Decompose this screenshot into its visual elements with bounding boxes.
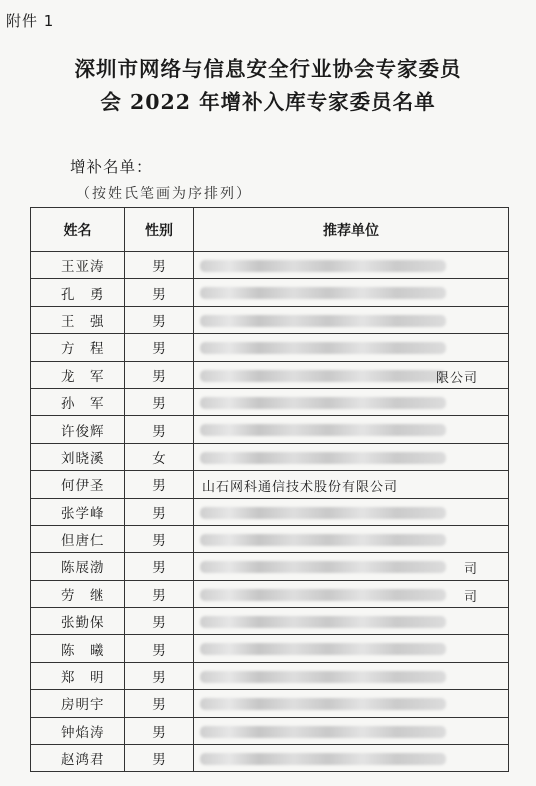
cell-gender: 男 [125,635,194,662]
table-row [31,361,509,388]
redacted-org-blur [200,370,446,382]
table-row [31,252,509,279]
table-row [31,717,509,744]
redacted-org-blur [200,671,446,683]
cell-org [194,525,509,552]
cell-name: 赵鸿君 [31,745,125,772]
cell-gender: 男 [125,306,194,333]
table-row [31,580,509,607]
cell-name: 张勤保 [31,608,125,635]
cell-gender: 男 [125,279,194,306]
cell-org [194,306,509,333]
header-org: 推荐单位 [194,208,509,252]
header-name: 姓名 [31,208,125,252]
cell-gender: 男 [125,498,194,525]
cell-name: 陈展渤 [31,553,125,580]
table-row [31,608,509,635]
cell-name: 孙 军 [31,388,125,415]
cell-gender: 男 [125,334,194,361]
cell-gender: 男 [125,745,194,772]
table-row [31,443,509,470]
cell-org [194,580,509,607]
cell-name: 郑 明 [31,662,125,689]
cell-gender: 男 [125,252,194,279]
org-name-visible-fragment: 司 [463,589,478,605]
cell-org [194,498,509,525]
list-label: 增补名单： [70,158,153,176]
table-row [31,498,509,525]
table-row [31,306,509,333]
table-row [31,690,509,717]
redacted-org-blur [200,260,446,272]
cell-org [194,252,509,279]
cell-org [194,717,509,744]
cell-org [194,334,509,361]
cell-org [194,416,509,443]
cell-gender: 男 [125,608,194,635]
cell-gender: 男 [125,580,194,607]
cell-gender: 男 [125,525,194,552]
redacted-org-blur [200,643,446,655]
cell-gender: 男 [125,662,194,689]
redacted-org-blur [200,534,446,546]
table-row [31,416,509,443]
redacted-org-blur [200,397,446,409]
cell-gender: 男 [125,388,194,415]
cell-org [194,443,509,470]
cell-name: 刘晓溪 [31,443,125,470]
cell-name: 陈 曦 [31,635,125,662]
cell-name: 龙 军 [31,361,125,388]
redacted-org-blur [200,561,446,573]
cell-org [194,662,509,689]
redacted-org-blur [200,315,446,327]
cell-org [194,635,509,662]
cell-name: 孔 勇 [31,279,125,306]
redacted-org-blur [200,698,446,710]
cell-org [194,553,509,580]
cell-gender: 男 [125,553,194,580]
cell-org [194,471,509,498]
redacted-org-blur [200,424,446,436]
document-title-line-1: 深圳市网络与信息安全行业协会专家委员 [74,57,462,81]
order-note: （按姓氏笔画为序排列） [76,186,252,202]
cell-name: 房明宇 [31,690,125,717]
org-name-visible-fragment: 限公司 [435,370,478,386]
cell-gender: 男 [125,416,194,443]
table-row [31,334,509,361]
table-row [31,635,509,662]
org-name: 山石网科通信技术股份有限公司 [202,480,399,496]
cell-org [194,279,509,306]
cell-name: 方 程 [31,334,125,361]
cell-name: 劳 继 [31,580,125,607]
redacted-org-blur [200,616,446,628]
cell-name: 钟焰涛 [31,717,125,744]
cell-gender: 男 [125,717,194,744]
redacted-org-blur [200,726,446,738]
table-row [31,471,509,498]
cell-org [194,745,509,772]
redacted-org-blur [200,342,446,354]
org-name-visible-fragment: 司 [463,562,478,578]
attachment-label: 附件 1 [6,12,55,30]
cell-org [194,388,509,415]
cell-gender: 女 [125,443,194,470]
table-row [31,662,509,689]
redacted-org-blur [200,589,446,601]
cell-org [194,690,509,717]
header-gender: 性别 [125,208,194,252]
cell-name: 但唐仁 [31,525,125,552]
cell-org [194,608,509,635]
cell-name: 王亚涛 [31,252,125,279]
table-header-row [31,208,509,252]
table-row [31,279,509,306]
cell-name: 王 强 [31,306,125,333]
table-row [31,553,509,580]
redacted-org-blur [200,753,446,765]
document-title-line-2: 会 2022 年增补入库专家委员名单 [100,90,436,114]
redacted-org-blur [200,507,446,519]
cell-org [194,361,509,388]
table-row [31,525,509,552]
table-row [31,745,509,772]
cell-gender: 男 [125,690,194,717]
cell-name: 许俊辉 [31,416,125,443]
expert-list-table [30,207,509,772]
redacted-org-blur [200,452,446,464]
cell-name: 张学峰 [31,498,125,525]
cell-name: 何伊圣 [31,471,125,498]
redacted-org-blur [200,287,446,299]
cell-gender: 男 [125,471,194,498]
table-row [31,388,509,415]
cell-gender: 男 [125,361,194,388]
